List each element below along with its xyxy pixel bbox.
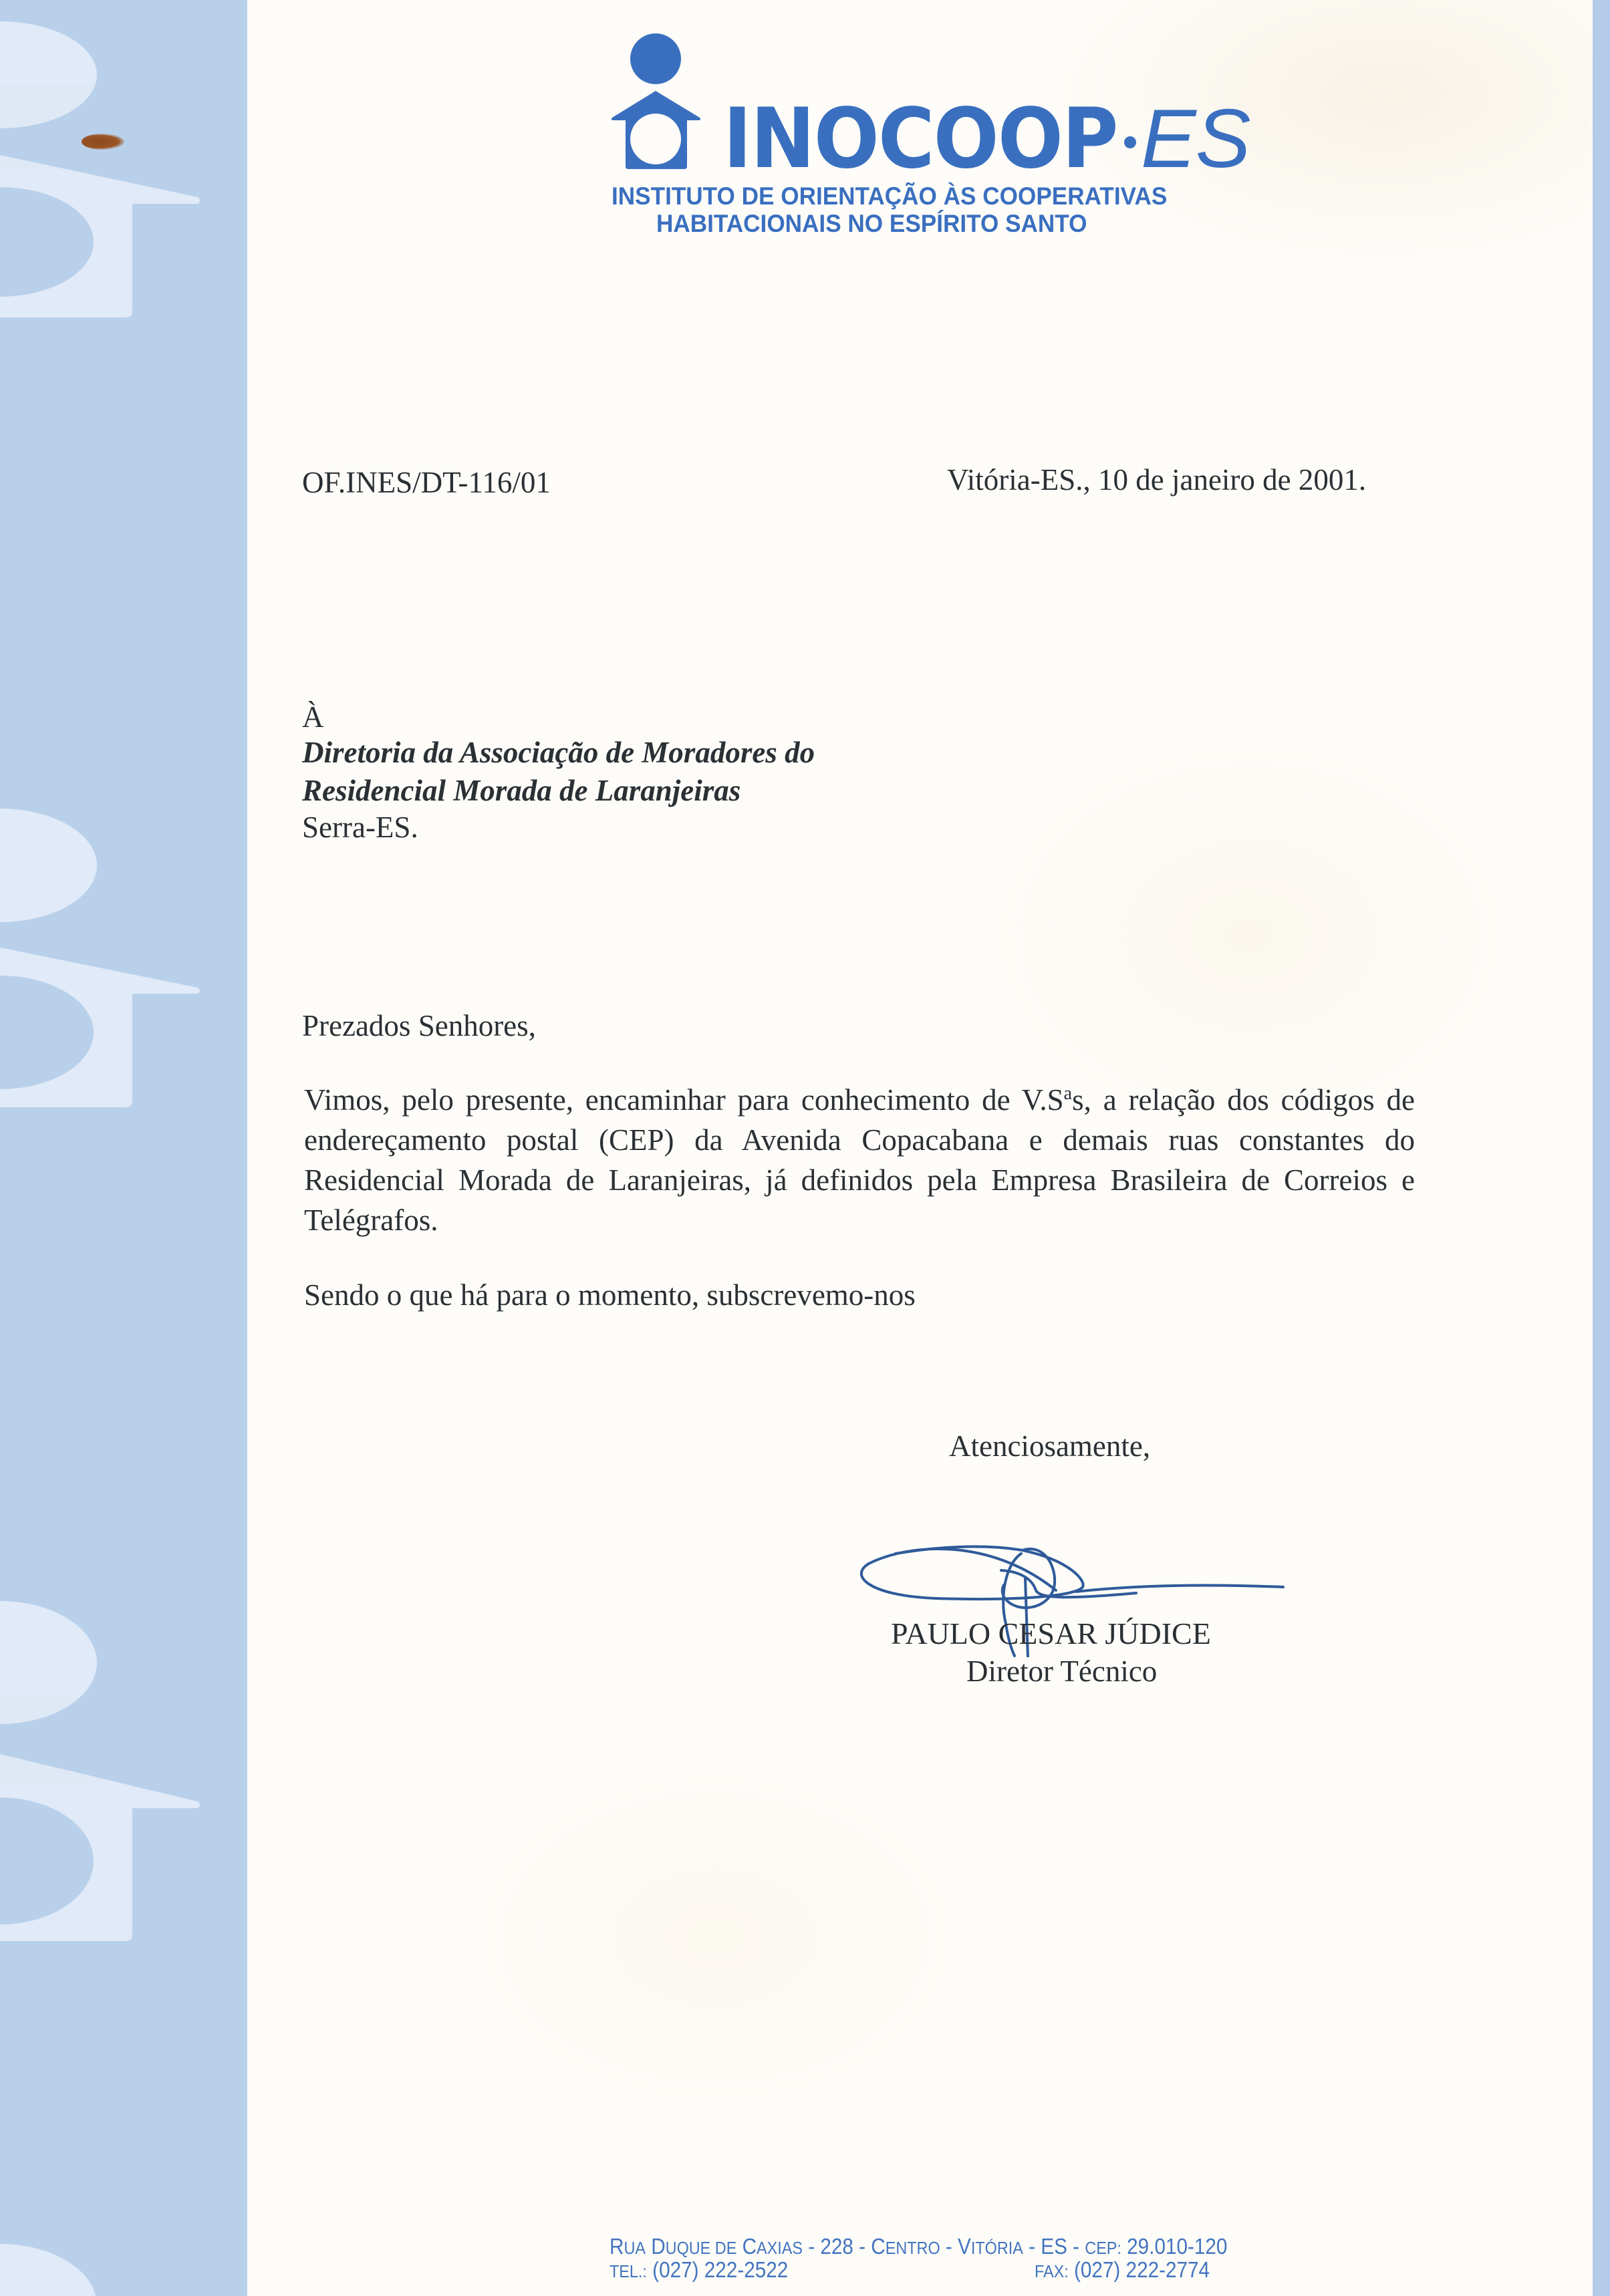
fax-label: FAX: [1035,2261,1069,2281]
recipient-line-1: Diretoria da Associação de Moradores do [302,736,815,769]
institute-name-line-2: HABITACIONAIS NO ESPÍRITO SANTO [656,210,1087,237]
logo-wordmark [723,91,1250,187]
body-superscript: a [1063,1083,1073,1104]
footer-fax [1035,2257,1210,2283]
recipient-line-2: Residencial Morada de Laranjeiras [302,774,741,807]
logo-name: INOCOOP [723,91,1117,187]
pattern-head-circle [0,809,97,922]
right-decorative-strip [1593,0,1610,2296]
recipient-city: Serra-ES. [302,811,418,844]
body-paragraph [304,1080,1415,1240]
house-pattern-graphic [0,0,247,2296]
letter-body [304,1080,1415,1240]
pattern-head-circle [0,1601,97,1724]
logo-suffix: ES [1141,93,1250,185]
logo-separator-dot [1124,136,1136,148]
signer-name: PAULO CESAR JÚDICE [891,1616,1211,1651]
salutation: Prezados Senhores, [302,1009,536,1042]
fax-value: (027) 222-2774 [1068,2257,1210,2282]
footer-telephone [610,2257,788,2283]
recipient-prefix: À [302,700,324,734]
left-decorative-strip [0,0,247,2296]
reference-number: OF.INES/DT-116/01 [302,466,551,499]
footer-address: RUA DUQUE DE CAXIAS - 228 - CENTRO - VITÓRIA - ES - CEP: 29.010-120 [610,2234,1228,2259]
body-text-start: Vimos, pelo presente, encaminhar para conhecimento de V.S [304,1083,1064,1117]
signer-title: Diretor Técnico [966,1655,1158,1688]
body-text-end: s, a relação dos códigos de endereçamento postal (CEP) da Avenida Copacabana e demais ruas constantes do Residencial Morada de Laranjeiras, já definidos pela Empresa Brasileira de Correios e Telégrafos. [304,1083,1416,1237]
tel-value: (027) 222-2522 [646,2257,789,2282]
pattern-head-circle [0,21,97,128]
pattern-head-circle [0,2244,97,2296]
inocoop-logo-icon [608,30,708,174]
rust-stain [82,134,124,150]
closing-line: Sendo o que há para o momento, subscrevemo-nos [304,1278,916,1312]
sign-off: Atenciosamente, [949,1429,1151,1463]
tel-label: TEL.: [610,2261,647,2281]
place-and-date: Vitória-ES., 10 de janeiro de 2001. [947,463,1367,496]
institute-name-line-1: INSTITUTO DE ORIENTAÇÃO ÀS COOPERATIVAS [612,182,1168,210]
